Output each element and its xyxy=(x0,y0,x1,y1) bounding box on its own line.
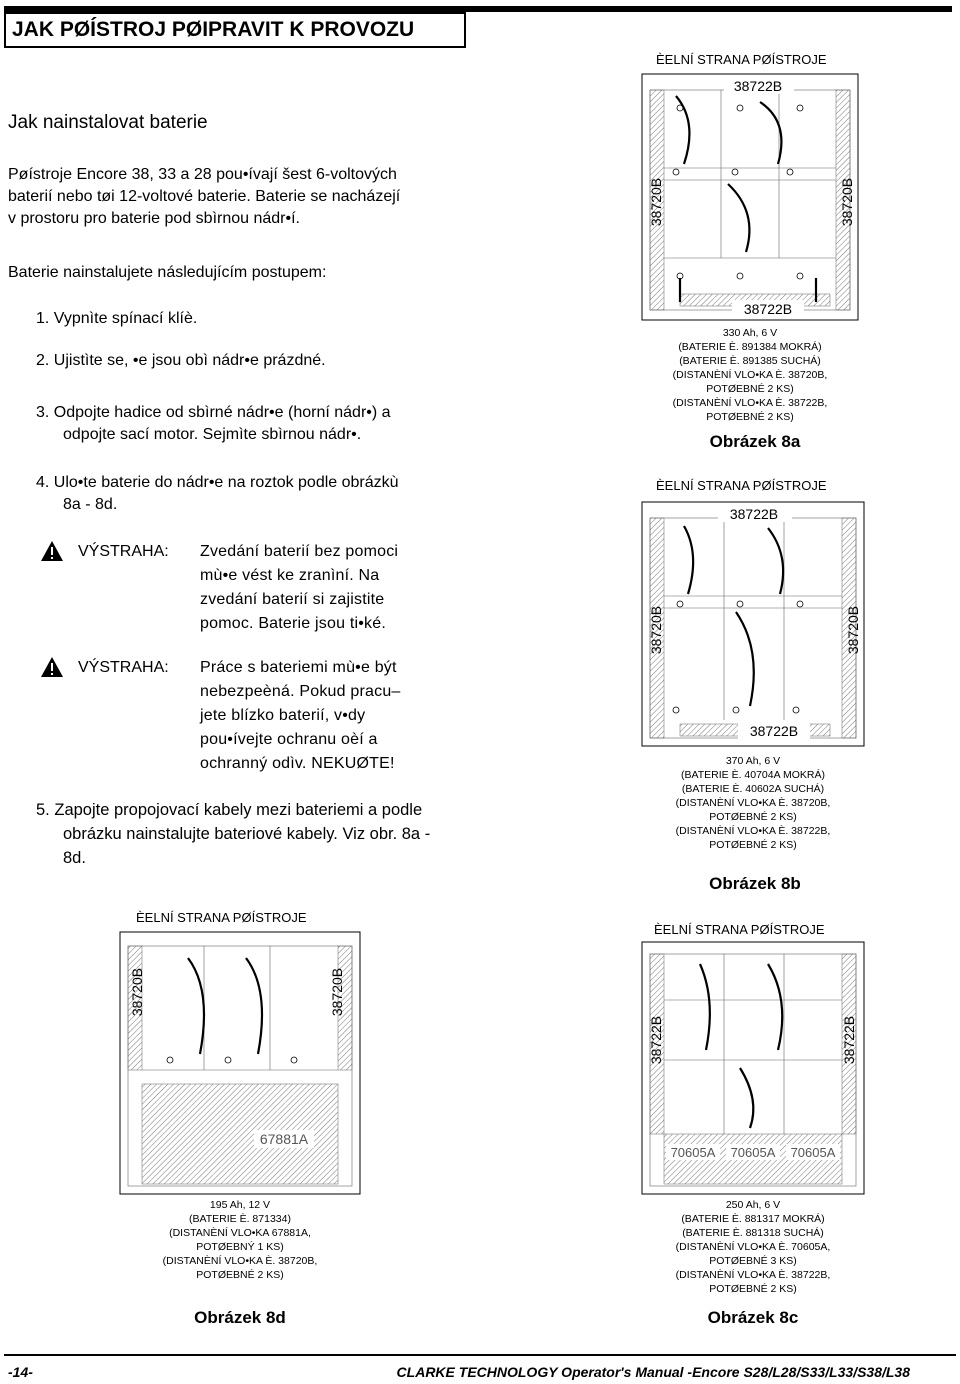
fig8d-diagram xyxy=(118,930,362,1196)
step-text: Ujistìte se, •e jsou obì nádr•e prázdné. xyxy=(53,352,326,369)
fig8b-caption: Obrázek 8b xyxy=(709,874,801,893)
step-text: Odpojte hadice od sbìrné nádr•e (horní nádr•) a xyxy=(53,404,391,421)
spec-line: 250 Ah, 6 V xyxy=(725,1199,781,1211)
spec-line: 370 Ah, 6 V xyxy=(725,755,781,767)
fig8c-front-label: ÈELNÍ STRANA PØÍSTROJE xyxy=(654,922,825,937)
fig8b-right-label: 38720B xyxy=(845,605,861,655)
fig8c-left-label: 38722B xyxy=(648,1015,664,1065)
step-number: 3. xyxy=(36,404,50,421)
fig8a-bottom-label: 38722B xyxy=(743,301,793,317)
fig8c-caption: Obrázek 8c xyxy=(707,1308,799,1327)
spec-line: (DISTANÈNÍ VLO•KA È. 38722B, xyxy=(672,397,828,409)
warning-line: zvedání baterií si zajistite xyxy=(200,591,385,608)
warning-triangle-icon xyxy=(40,656,64,678)
step-text: 8d. xyxy=(63,849,86,867)
fig8d-bottom-label: 67881A xyxy=(259,1131,309,1147)
warning-line: jete blízko baterií, v•dy xyxy=(200,707,366,724)
spec-line: 195 Ah, 12 V xyxy=(209,1199,271,1211)
step-text: odpojte sací motor. Sejmìte sbìrnou nádr•. xyxy=(63,426,362,443)
warning-line: Práce s bateriemi mù•e být xyxy=(200,659,397,676)
spec-line: (DISTANÈNÍ VLO•KA È. 70605A, xyxy=(675,1241,831,1253)
fig8b-left-label: 38720B xyxy=(648,605,664,655)
spec-line: POTØEBNÉ 3 KS) xyxy=(709,1255,797,1267)
intro-paragraph xyxy=(8,164,478,230)
fig8d-caption: Obrázek 8d xyxy=(194,1308,286,1327)
spec-line: POTØEBNÝ 1 KS) xyxy=(196,1241,284,1253)
fig8d-spec xyxy=(118,1198,362,1282)
warning-line: nebezpeèná. Pokud pracu– xyxy=(200,683,401,700)
manual-title: CLARKE TECHNOLOGY Operator's Manual -Encore S28/L28/S33/L33/S38/L38 xyxy=(396,1364,910,1380)
warning-line: pomoc. Baterie jsou ti•ké. xyxy=(200,615,386,632)
step-text: 8a - 8d. xyxy=(63,496,118,513)
fig8c-bottom-label: 70605A xyxy=(730,1145,776,1160)
fig8b-bottom-label: 38722B xyxy=(749,723,799,739)
spec-line: (DISTANÈNÍ VLO•KA È. 38720B, xyxy=(672,369,828,381)
fig8b-front-label: ÈELNÍ STRANA PØÍSTROJE xyxy=(656,478,827,493)
warning-text xyxy=(200,540,472,636)
fig8a-front-label: ÈELNÍ STRANA PØÍSTROJE xyxy=(656,52,827,67)
fig8c-bottom-label: 70605A xyxy=(670,1145,716,1160)
spec-line: POTØEBNÉ 2 KS) xyxy=(709,811,797,823)
spec-line: POTØEBNÉ 2 KS) xyxy=(709,839,797,851)
steps-intro: Baterie nainstalujete následujícím postupem: xyxy=(8,264,327,281)
step-2 xyxy=(36,350,326,372)
warning-text xyxy=(200,656,472,776)
step-number: 1. xyxy=(36,310,50,327)
spec-line: POTØEBNÉ 2 KS) xyxy=(706,383,794,395)
step-number: 5. xyxy=(36,801,50,819)
warning-2 xyxy=(0,656,480,776)
spec-line: (BATERIE È. 891384 MOKRÁ) xyxy=(678,341,822,353)
step-number: 2. xyxy=(36,352,50,369)
fig8c-diagram xyxy=(640,940,866,1196)
spec-line: (DISTANÈNÍ VLO•KA È. 38722B, xyxy=(675,825,831,837)
fig8a-caption: Obrázek 8a xyxy=(709,432,801,451)
fig8b-spec xyxy=(640,754,866,852)
step-1 xyxy=(36,308,197,330)
step-text: obrázku nainstalujte bateriové kabely. Viz obr. 8a - xyxy=(63,825,431,843)
warning-line: ochranný odìv. NEKUØTE! xyxy=(200,755,395,772)
page-footer xyxy=(4,1354,956,1380)
spec-line: (DISTANÈNÍ VLO•KA È. 38720B, xyxy=(162,1255,318,1267)
fig8a-spec xyxy=(640,326,860,424)
fig8c-spec xyxy=(640,1198,866,1296)
intro-line: Pøístroje Encore 38, 33 a 28 pou•ívají šest 6-voltových xyxy=(8,166,397,183)
section-heading: Jak nainstalovat baterie xyxy=(8,112,208,133)
fig8d-left-label: 38720B xyxy=(129,967,145,1017)
fig8a-diagram xyxy=(640,72,860,322)
spec-line: (BATERIE È. 40602A SUCHÁ) xyxy=(681,783,825,795)
warning-label: VÝSTRAHA: xyxy=(78,543,169,560)
spec-line: (BATERIE È. 891385 SUCHÁ) xyxy=(679,355,821,367)
fig8a-top-label: 38722B xyxy=(733,78,783,94)
step-text: Vypnìte spínací klíè. xyxy=(53,310,198,327)
intro-line: baterií nebo tøi 12-voltové baterie. Baterie se nacházejí xyxy=(8,188,401,205)
warning-label: VÝSTRAHA: xyxy=(78,659,169,676)
spec-line: (BATERIE È. 881317 MOKRÁ) xyxy=(681,1213,825,1225)
step-text: Zapojte propojovací kabely mezi bateriemi a podle xyxy=(54,801,423,819)
step-number: 4. xyxy=(36,474,50,491)
spec-line: 330 Ah, 6 V xyxy=(722,327,778,339)
spec-line: (BATERIE È. 40704A MOKRÁ) xyxy=(681,769,825,781)
fig8c-bottom-label: 70605A xyxy=(790,1145,836,1160)
fig8c-right-label: 38722B xyxy=(841,1015,857,1065)
step-3 xyxy=(36,402,391,446)
step-text: Ulo•te baterie do nádr•e na roztok podle obrázkù xyxy=(53,474,399,491)
spec-line: (BATERIE È. 871334) xyxy=(189,1213,291,1225)
spec-line: POTØEBNÉ 2 KS) xyxy=(196,1269,284,1281)
fig8a-right-label: 38720B xyxy=(839,177,855,227)
spec-line: (DISTANÈNÍ VLO•KA È. 38722B, xyxy=(675,1269,831,1281)
spec-line: POTØEBNÉ 2 KS) xyxy=(709,1283,797,1295)
warning-line: Zvedání baterií bez pomoci xyxy=(200,543,399,560)
spec-line: (DISTANÈNÍ VLO•KA È. 38720B, xyxy=(675,797,831,809)
intro-line: v prostoru pro baterie pod sbìrnou nádr•í. xyxy=(8,210,300,227)
step-4 xyxy=(36,472,399,516)
warning-line: pou•ívejte ochranu oèí a xyxy=(200,731,378,748)
fig8b-top-label: 38722B xyxy=(729,506,779,522)
spec-line: POTØEBNÉ 2 KS) xyxy=(706,411,794,423)
page-title: JAK PØÍSTROJ PØIPRAVIT K PROVOZU xyxy=(4,12,466,48)
warning-line: mù•e vést ke zranìní. Na xyxy=(200,567,380,584)
fig8b-diagram xyxy=(640,500,866,748)
warning-triangle-icon xyxy=(40,540,64,562)
step-5 xyxy=(36,798,430,870)
warning-1 xyxy=(0,540,480,640)
fig8d-front-label: ÈELNÍ STRANA PØÍSTROJE xyxy=(136,910,307,925)
fig8d-right-label: 38720B xyxy=(329,967,345,1017)
fig8a-left-label: 38720B xyxy=(648,177,664,227)
spec-line: (BATERIE È. 881318 SUCHÁ) xyxy=(682,1227,824,1239)
page-number: -14- xyxy=(8,1364,33,1380)
spec-line: (DISTANÈNÍ VLO•KA 67881A, xyxy=(169,1227,311,1239)
